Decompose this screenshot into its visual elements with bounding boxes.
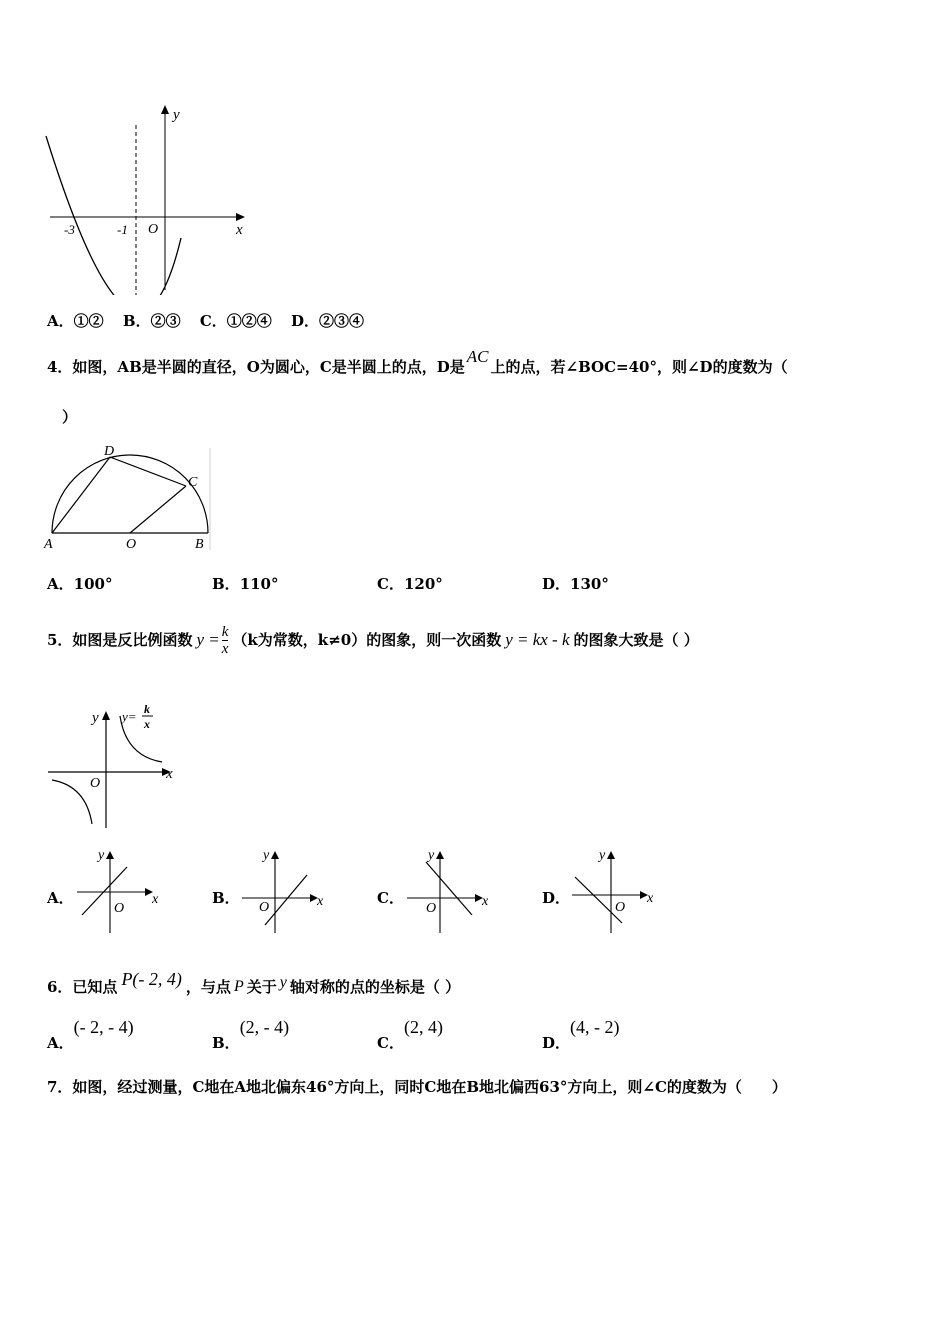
q3-parabola-graph (40, 100, 255, 295)
label-b: B (195, 537, 204, 552)
svg-text:y: y (263, 848, 270, 863)
q4-option-a[interactable]: A．100° (47, 575, 113, 593)
q4-option-d[interactable]: D．130° (542, 575, 609, 593)
main-eq-y: y= (122, 709, 137, 724)
y-axis-arrow-icon (161, 105, 169, 114)
graph-x-label: x (236, 222, 243, 238)
q6-option-d[interactable]: D． (4, - 2) (542, 1017, 620, 1052)
q5-option-b-label[interactable]: B． (212, 889, 240, 907)
q5-option-c-graph[interactable] (402, 845, 497, 935)
main-eq-num: k (144, 702, 150, 716)
q6-point-letter: P (233, 978, 244, 995)
svg-text:x: x (317, 894, 324, 909)
q6-stem: 6．已知点 P(- 2, 4) ，与点 P 关于 y 轴对称的点的坐标是（ ） (47, 960, 460, 1000)
graph-origin-label: O (148, 222, 159, 237)
q6-point-p: P(- 2, 4) (121, 969, 182, 989)
label-d: D (104, 444, 115, 459)
q4-semicircle-figure (40, 440, 220, 555)
q4-option-c[interactable]: C．120° (377, 575, 443, 593)
label-c: C (188, 475, 198, 490)
arc-ac: AC (466, 347, 489, 366)
q5-option-b-graph[interactable] (237, 845, 332, 935)
q5-hyperbola-graph (40, 700, 190, 830)
svg-text:y: y (98, 848, 105, 863)
q5-option-a-label[interactable]: A． (47, 889, 74, 907)
q3-option-a[interactable]: A．①② (47, 312, 104, 330)
q6-option-c[interactable]: C． (2, 4) (377, 1017, 443, 1052)
q5-stem: 5．如图是反比例函数 y = $\frac{k}{x}$ （k为常数，k≠0）的图象，则一次函数 y = kx - k 的图象大致是（ ） (47, 623, 699, 657)
q5-formula-reciprocal: y = $\frac{k}{x}$ (196, 623, 229, 657)
svg-text:O: O (615, 900, 626, 915)
y-axis-arrow-icon (607, 851, 615, 859)
q5-option-c-label[interactable]: C． (377, 889, 404, 907)
radius-oc (130, 486, 186, 533)
svg-text:O: O (114, 901, 125, 916)
chord-dc (110, 457, 186, 486)
svg-text:O: O (426, 901, 437, 916)
x-axis-arrow-icon (236, 213, 245, 221)
q4-stem: 4．如图，AB是半圆的直径，O为圆心，C是半圆上的点，D是AC上的点，若∠BOC=40°，则∠D的度数为（ (47, 347, 788, 376)
semicircle-arc (52, 455, 208, 533)
svg-text:x: x (647, 891, 654, 906)
q3-option-d[interactable]: D．②③④ (291, 312, 365, 330)
svg-text:y: y (599, 848, 606, 863)
graph-y-label: y (173, 107, 180, 123)
y-axis-arrow-icon (106, 851, 114, 859)
q5-formula-linear: y = kx - k (505, 630, 570, 649)
main-origin-label: O (90, 776, 101, 791)
label-a: A (44, 537, 53, 552)
hyperbola-branch-q3 (52, 780, 92, 824)
main-y-label: y (92, 710, 99, 726)
svg-text:O: O (259, 900, 270, 915)
q3-options (47, 312, 364, 330)
q7-stem: 7．如图，经过测量，C地在A地北偏东46°方向上，同时C地在B地北偏西63°方向上，则∠C的度数为（ ） (47, 1078, 787, 1096)
q6-option-b[interactable]: B． (2, - 4) (212, 1017, 290, 1052)
svg-text:y: y (428, 848, 435, 863)
q5-option-d-graph[interactable] (567, 845, 662, 935)
y-axis-arrow-icon (436, 851, 444, 859)
main-eq-den: x (144, 717, 150, 731)
chord-ad (52, 457, 110, 533)
line-graph (265, 875, 307, 925)
tick-label-neg3: -3 (64, 222, 75, 237)
y-axis-arrow-icon (271, 851, 279, 859)
q6-axis-letter: y (279, 974, 287, 991)
y-axis-arrow-icon (102, 711, 110, 720)
svg-text:x: x (152, 892, 159, 907)
q6-option-a[interactable]: A． (- 2, - 4) (47, 1017, 134, 1052)
parabola-curve (46, 136, 181, 295)
q4-stem-close: ） (62, 408, 78, 426)
q3-option-b[interactable]: B．②③ (122, 312, 181, 330)
q3-option-c[interactable]: C．①②④ (199, 312, 272, 330)
main-x-label: x (166, 766, 173, 782)
q4-option-b[interactable]: B．110° (212, 575, 279, 593)
tick-label-neg1: -1 (117, 222, 128, 237)
q5-option-a-graph[interactable] (72, 845, 167, 935)
label-o: O (126, 537, 137, 552)
q5-option-d-label[interactable]: D． (542, 889, 571, 907)
svg-text:x: x (482, 894, 489, 909)
